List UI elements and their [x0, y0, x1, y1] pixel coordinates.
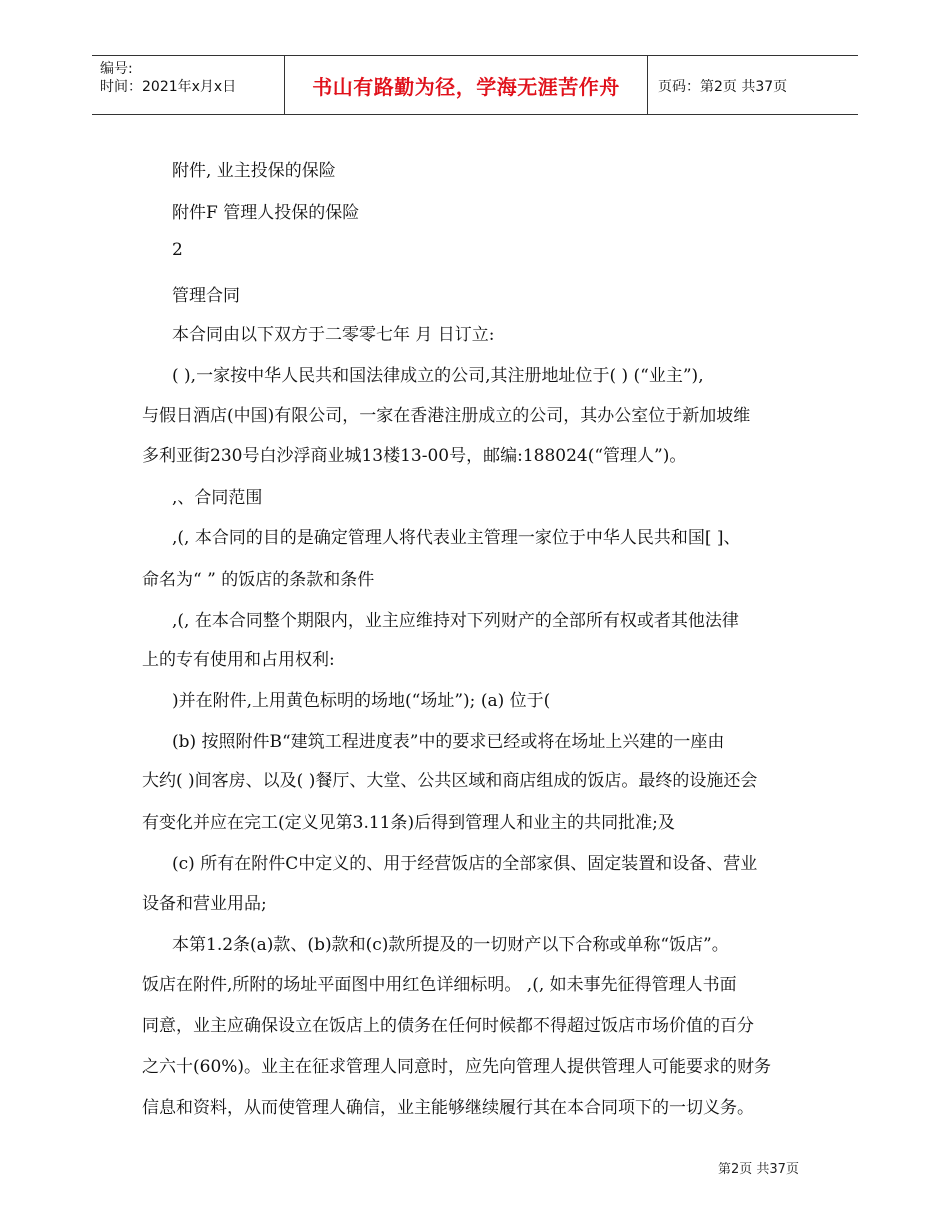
page-footer: 第2页 共37页: [718, 1162, 799, 1177]
header-meta: [100, 60, 236, 96]
paragraph-line: 本合同由以下双方于二零零七年 月 日订立:: [172, 325, 495, 345]
paragraph-line: 本第1.2条(a)款、(b)款和(c)款所提及的一切财产以下合称或单称“饭店”。: [172, 935, 729, 955]
paragraph-line: (b) 按照附件B“建筑工程进度表”中的要求已经或将在场址上兴建的一座由: [172, 732, 725, 752]
paragraph-line: 同意，业主应确保设立在饭店上的债务在任何时候都不得超过饭店市场价值的百分: [142, 1016, 754, 1036]
paragraph-line: )并在附件,上用黄色标明的场地(“场址”); (a) 位于(: [172, 691, 551, 711]
paragraph-line: 之六十(60%)。业主在征求管理人同意时，应先向管理人提供管理人可能要求的财务: [142, 1057, 772, 1077]
document-number-label: 编号:: [100, 61, 133, 77]
paragraph-line: 命名为“ ” 的饭店的条款和条件: [142, 570, 375, 590]
paragraph-line: 有变化并应在完工(定义见第3.11条)后得到管理人和业主的共同批准;及: [142, 813, 675, 833]
paragraph-line: ,(, 在本合同整个期限内，业主应维持对下列财产的全部所有权或者其他法律: [172, 611, 739, 631]
document-time: 时间：2021年x月x日: [100, 79, 237, 95]
paragraph-line: 设备和营业用品;: [142, 894, 267, 914]
paragraph-line: 与假日酒店(中国)有限公司，一家在香港注册成立的公司，其办公室位于新加坡维: [142, 406, 751, 426]
paragraph-line: 多利亚街230号白沙浮商业城13楼13-00号，邮编:188024(“管理人”)。: [142, 446, 687, 466]
header-page-info: 页码：第2页 共37页: [658, 79, 788, 95]
paragraph-line: 上的专有使用和占用权利:: [142, 650, 335, 670]
paragraph-line: ,(, 本合同的目的是确定管理人将代表业主管理一家位于中华人民共和国[ ]、: [172, 528, 741, 548]
paragraph-line: 信息和资料，从而使管理人确信，业主能够继续履行其在本合同项下的一切义务。: [142, 1098, 754, 1118]
contract-title: 管理合同: [172, 286, 240, 306]
appendix-f-line: 附件F 管理人投保的保险: [172, 203, 360, 223]
appendix-e-line: 附件, 业主投保的保险: [172, 161, 336, 181]
page-header: [92, 55, 858, 115]
section-heading: ,、合同范围: [172, 488, 263, 508]
header-motto: 书山有路勤为径，学海无涯苦作舟: [312, 74, 620, 99]
motto-box: [284, 56, 648, 114]
paragraph-line: 饭店在附件,所附的场址平面图中用红色详细标明。 ,(, 如未事先征得管理人书面: [142, 975, 737, 995]
page-number-line: 2: [172, 240, 183, 260]
paragraph-line: 大约( )间客房、以及( )餐厅、大堂、公共区域和商店组成的饭店。最终的设施还会: [142, 771, 758, 791]
paragraph-line: (c) 所有在附件C中定义的、用于经营饭店的全部家俱、固定装置和设备、营业: [172, 854, 758, 874]
paragraph-line: ( ),一家按中华人民共和国法律成立的公司,其注册地址位于( ) (“业主”),: [172, 366, 704, 386]
